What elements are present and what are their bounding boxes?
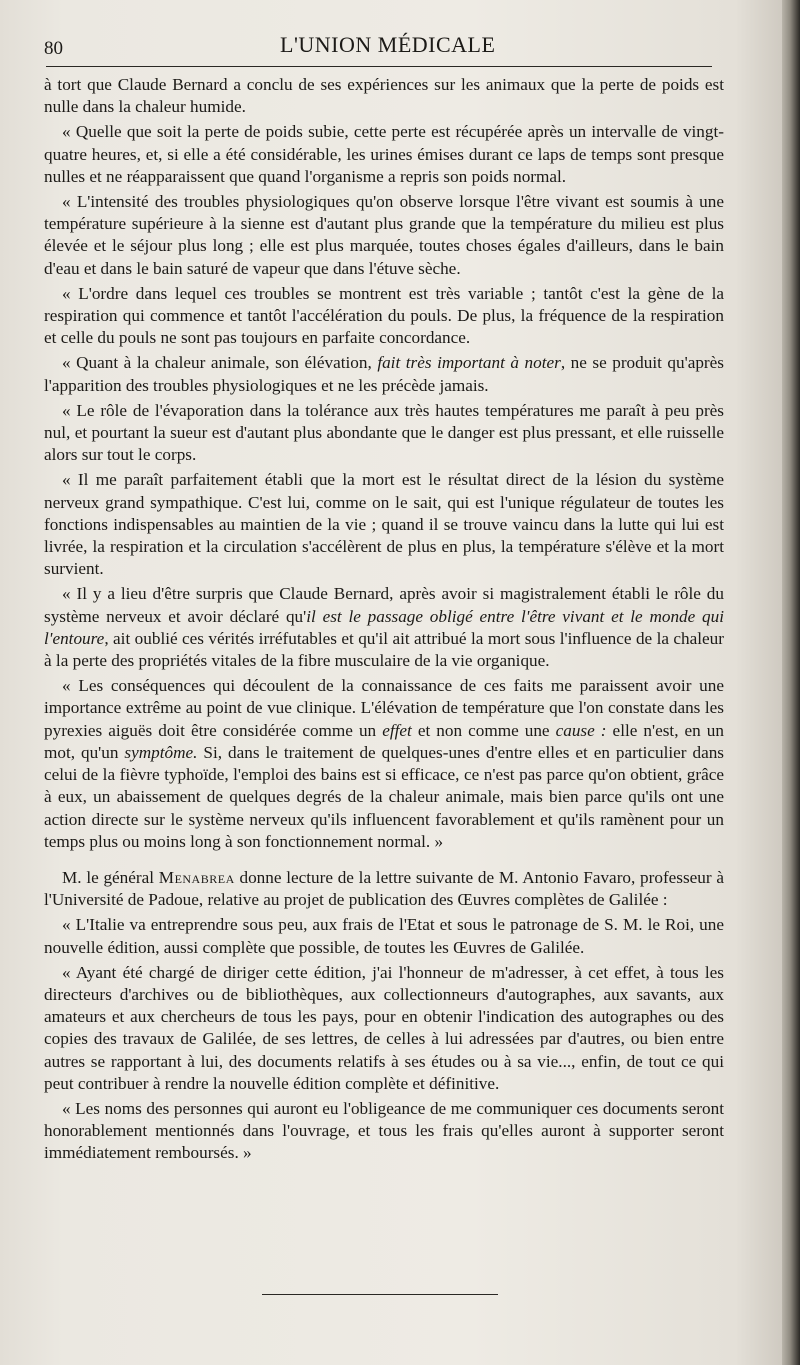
paragraph: « L'Italie va entreprendre sous peu, aux frais de l'Etat et sous le patronage de S. M. le Roi, une nouvelle édition, aussi complète que possible, de toutes les Œuvres de Galilée. <box>44 915 724 957</box>
header-rule <box>46 66 712 67</box>
page-edge <box>782 0 800 1365</box>
running-title: L'UNION MÉDICALE <box>280 32 496 57</box>
emphasis: fait très important à noter <box>377 353 561 373</box>
paragraph: « Le rôle de l'évaporation dans la tolérance aux très hautes températures me paraît à peu près nul, et pourtant la sueur est d'autant plus abondante que le danger est plus pressant, et elle ruisselle alors sur tout le corps. <box>44 400 724 465</box>
emphasis: cause : <box>555 720 607 740</box>
emphasis: effet <box>382 720 412 740</box>
paragraph: « Les conséquences qui découlent de la connaissance de ces faits me paraissent avoir une importance extrême au point de vue clinique. L'élévation de température que l'on constate dans les pyrexies aiguës doit être considérée comme un effet et non comme une cause : elle n'est, en un mot, qu'un symptôme. Si, dans le traitement de quelques-unes d'entre elles et en particulier dans celui de la fièvre typhoïde, l'emploi des bains est si efficace, ce n'est pas parce qu'on obtient, grâce à eux, un abaissement de quelques degrés de la chaleur animale, mais bien parce qu'ils ont une action directe sur le système nerveux qu'ils influencent favorablement et qu'ils ramènent pour un temps plus ou moins long à son fonctionnement normal. » <box>44 676 724 851</box>
speaker-name: Menabrea <box>158 867 235 887</box>
paragraph: « Quelle que soit la perte de poids subie, cette perte est récupérée après un intervalle de vingt-quatre heures, et, si elle a été considérable, les urines émises durant ce laps de temps sont presque nulles et ne réapparaissent que quand l'organisme a repris son poids normal. <box>44 122 724 186</box>
paragraph: « L'ordre dans lequel ces troubles se montrent est très variable ; tantôt c'est la gène de la respiration qui commence et tantôt l'accélération du pouls. De plus, la fréquence de la respiration et celle du pouls ne sont pas toujours en parfaite concordance. <box>44 283 724 348</box>
paragraph: « L'intensité des troubles physiologiques qu'on observe lorsque l'être vivant est soumis à une température supérieure à la sienne est d'autant plus grande que la température du milieu est plus élevée et le séjour plus long ; elle est plus marquée, toutes choses égales d'ailleurs, dans le bain d'eau et dans le bain saturé de vapeur que dans l'étuve sèche. <box>44 192 724 278</box>
paragraph: « Quant à la chaleur animale, son élévation, fait très important à noter, ne se produit qu'après l'apparition des troubles physiologiques et ne les précède jamais. <box>44 353 724 395</box>
paragraph: « Ayant été chargé de diriger cette édition, j'ai l'honneur de m'adresser, à cet effet, à tous les directeurs d'archives ou de bibliothèques, aux collectionneurs d'autographes, aux savants, aux amateurs et aux chercheurs de tous les pays, pour en obtenir l'indication des autographes ou des copies des travaux de Galilée, de ses lettres, de celles à lui adressées par d'autres, ou bien entre autres se rapportant à lui, des documents relatifs à ses études ou à sa vie..., enfin, de tout ce qui peut contribuer à rendre la nouvelle édition complète et définitive. <box>44 962 724 1093</box>
section-end-rule <box>262 1294 498 1295</box>
emphasis: il est le passage obligé entre l'être vivant et le monde qui l'entoure <box>44 606 725 648</box>
emphasis: symptôme. <box>124 742 198 762</box>
body-text <box>44 74 724 1168</box>
paragraph: à tort que Claude Bernard a conclu de ses expériences sur les animaux que la perte de poids est nulle dans la chaleur humide. <box>44 75 724 117</box>
page-number: 80 <box>44 38 63 59</box>
paragraph: « Les noms des personnes qui auront eu l'obligeance de me communiquer ces documents seront honorablement mentionnés dans l'ouvrage, et tous les frais qu'elles auront à supporter seront immédiatement remboursés. » <box>44 1098 724 1163</box>
paragraph: « Il y a lieu d'être surpris que Claude Bernard, après avoir si magistralement établi le rôle du système nerveux et avoir déclaré qu'il est le passage obligé entre l'être vivant et le monde qui l'entoure, ait oublié ces vérités irréfutables et qu'il ait attribué la mort sous l'influence de la chaleur à la perte des propriétés vitales de la fibre musculaire de la vie organique. <box>44 584 725 671</box>
paragraph: M. le général Menabrea donne lecture de la lettre suivante de M. Antonio Favaro, professeur à l'Université de Padoue, relative au projet de publication des Œuvres complètes de Galilée : <box>44 867 724 910</box>
paragraph: « Il me paraît parfaitement établi que la mort est le résultat direct de la lésion du système nerveux grand sympathique. C'est lui, comme on le sait, qui est l'unique régulateur de toutes les fonctions indispensables au maintien de la vie ; quand il se trouve vaincu dans la lutte qui lui est livrée, la respiration et la circulation s'accélèrent de plus en plus, la température s'élève et la mort survient. <box>44 470 724 579</box>
page-header <box>40 28 720 68</box>
